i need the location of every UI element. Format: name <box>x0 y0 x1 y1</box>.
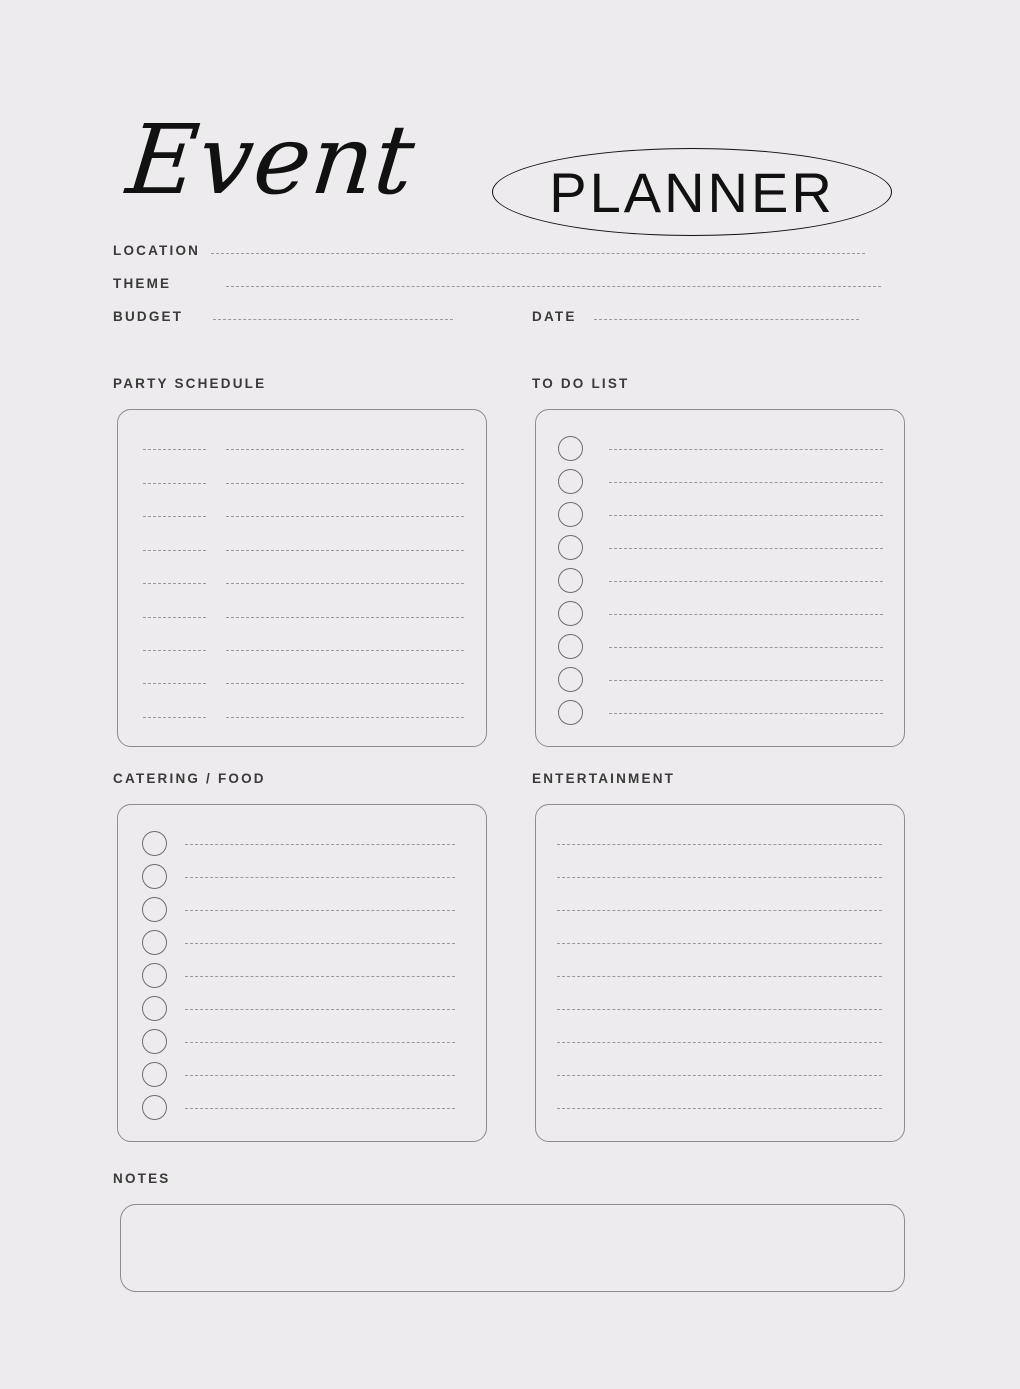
field-theme-line[interactable] <box>226 285 881 287</box>
section-heading-to-do-list: TO DO LIST <box>532 376 630 391</box>
section-heading-catering-food: CATERING / FOOD <box>113 771 266 786</box>
catering-line[interactable] <box>185 1107 455 1109</box>
title-block-word: PLANNER <box>549 160 835 224</box>
checkbox-circle-icon[interactable] <box>558 700 583 725</box>
checkbox-circle-icon[interactable] <box>558 568 583 593</box>
checkbox-circle-icon[interactable] <box>558 667 583 692</box>
checkbox-circle-icon[interactable] <box>558 634 583 659</box>
checkbox-circle-icon[interactable] <box>142 963 167 988</box>
catering-line[interactable] <box>185 975 455 977</box>
todo-item[interactable] <box>558 568 883 593</box>
checkbox-circle-icon[interactable] <box>558 601 583 626</box>
schedule-entry-line[interactable] <box>226 482 464 484</box>
field-budget[interactable] <box>113 309 465 324</box>
party-schedule-box[interactable] <box>117 409 487 747</box>
todo-item[interactable] <box>558 535 883 560</box>
catering-line[interactable] <box>185 876 455 878</box>
checkbox-circle-icon[interactable] <box>142 1095 167 1120</box>
catering-line[interactable] <box>185 1008 455 1010</box>
schedule-entry-line[interactable] <box>226 649 464 651</box>
field-theme[interactable] <box>113 276 883 291</box>
schedule-row[interactable] <box>143 649 464 651</box>
entertainment-line[interactable] <box>557 909 882 911</box>
todo-line[interactable] <box>609 580 883 582</box>
schedule-time-line[interactable] <box>143 649 206 651</box>
schedule-time-line[interactable] <box>143 448 206 450</box>
checkbox-circle-icon[interactable] <box>142 897 167 922</box>
entertainment-line[interactable] <box>557 1074 882 1076</box>
field-budget-line[interactable] <box>213 318 453 320</box>
checkbox-circle-icon[interactable] <box>142 996 167 1021</box>
field-location-line[interactable] <box>211 252 865 254</box>
schedule-row[interactable] <box>143 682 464 684</box>
page-title <box>0 60 1020 224</box>
catering-line[interactable] <box>185 1074 455 1076</box>
schedule-row[interactable] <box>143 515 464 517</box>
checkbox-circle-icon[interactable] <box>142 1062 167 1087</box>
checkbox-circle-icon[interactable] <box>142 1029 167 1054</box>
checkbox-circle-icon[interactable] <box>142 831 167 856</box>
schedule-time-line[interactable] <box>143 582 206 584</box>
todo-line[interactable] <box>609 613 883 615</box>
catering-line[interactable] <box>185 909 455 911</box>
field-theme-label: THEME <box>113 276 172 291</box>
catering-item[interactable] <box>142 1029 467 1054</box>
schedule-row[interactable] <box>143 482 464 484</box>
todo-line[interactable] <box>609 481 883 483</box>
schedule-row[interactable] <box>143 616 464 618</box>
schedule-entry-line[interactable] <box>226 616 464 618</box>
schedule-row[interactable] <box>143 448 464 450</box>
field-date-line[interactable] <box>594 318 859 320</box>
checkbox-circle-icon[interactable] <box>558 535 583 560</box>
entertainment-box[interactable] <box>535 804 905 1142</box>
catering-line[interactable] <box>185 843 455 845</box>
schedule-row[interactable] <box>143 716 464 718</box>
catering-item[interactable] <box>142 1062 467 1087</box>
todo-item[interactable] <box>558 502 883 527</box>
entertainment-line[interactable] <box>557 1008 882 1010</box>
field-date[interactable] <box>532 309 884 324</box>
entertainment-line[interactable] <box>557 942 882 944</box>
entertainment-line[interactable] <box>557 876 882 878</box>
todo-line[interactable] <box>609 448 883 450</box>
todo-item[interactable] <box>558 700 883 725</box>
schedule-time-line[interactable] <box>143 549 206 551</box>
checkbox-circle-icon[interactable] <box>142 930 167 955</box>
section-heading-entertainment: ENTERTAINMENT <box>532 771 676 786</box>
schedule-entry-line[interactable] <box>226 582 464 584</box>
catering-line[interactable] <box>185 942 455 944</box>
catering-item[interactable] <box>142 996 467 1021</box>
catering-item[interactable] <box>142 930 467 955</box>
schedule-entry-line[interactable] <box>226 716 464 718</box>
schedule-time-line[interactable] <box>143 616 206 618</box>
todo-line[interactable] <box>609 679 883 681</box>
schedule-entry-line[interactable] <box>226 549 464 551</box>
catering-item[interactable] <box>142 963 467 988</box>
catering-item[interactable] <box>142 864 467 889</box>
schedule-time-line[interactable] <box>143 515 206 517</box>
schedule-entry-line[interactable] <box>226 515 464 517</box>
schedule-time-line[interactable] <box>143 716 206 718</box>
todo-line[interactable] <box>609 514 883 516</box>
todo-line[interactable] <box>609 547 883 549</box>
notes-box[interactable] <box>120 1204 905 1292</box>
checkbox-circle-icon[interactable] <box>558 469 583 494</box>
field-location[interactable] <box>113 243 883 258</box>
schedule-time-line[interactable] <box>143 682 206 684</box>
checkbox-circle-icon[interactable] <box>558 502 583 527</box>
field-date-label: DATE <box>532 309 577 324</box>
section-heading-notes: NOTES <box>113 1171 171 1186</box>
schedule-row[interactable] <box>143 549 464 551</box>
field-location-label: LOCATION <box>113 243 201 258</box>
section-heading-party-schedule: PARTY SCHEDULE <box>113 376 267 391</box>
field-budget-label: BUDGET <box>113 309 184 324</box>
schedule-entry-line[interactable] <box>226 448 464 450</box>
entertainment-line[interactable] <box>557 843 882 845</box>
todo-line[interactable] <box>609 646 883 648</box>
todo-item[interactable] <box>558 436 883 461</box>
entertainment-line[interactable] <box>557 975 882 977</box>
catering-item[interactable] <box>142 831 467 856</box>
catering-item[interactable] <box>142 897 467 922</box>
entertainment-line[interactable] <box>557 1107 882 1109</box>
todo-item[interactable] <box>558 634 883 659</box>
schedule-row[interactable] <box>143 582 464 584</box>
entertainment-line[interactable] <box>557 1041 882 1043</box>
catering-item[interactable] <box>142 1095 467 1120</box>
checkbox-circle-icon[interactable] <box>558 436 583 461</box>
schedule-time-line[interactable] <box>143 482 206 484</box>
todo-item[interactable] <box>558 667 883 692</box>
title-script-word: Event <box>122 104 421 216</box>
schedule-entry-line[interactable] <box>226 682 464 684</box>
todo-item[interactable] <box>558 601 883 626</box>
checkbox-circle-icon[interactable] <box>142 864 167 889</box>
todo-item[interactable] <box>558 469 883 494</box>
todo-line[interactable] <box>609 712 883 714</box>
catering-line[interactable] <box>185 1041 455 1043</box>
